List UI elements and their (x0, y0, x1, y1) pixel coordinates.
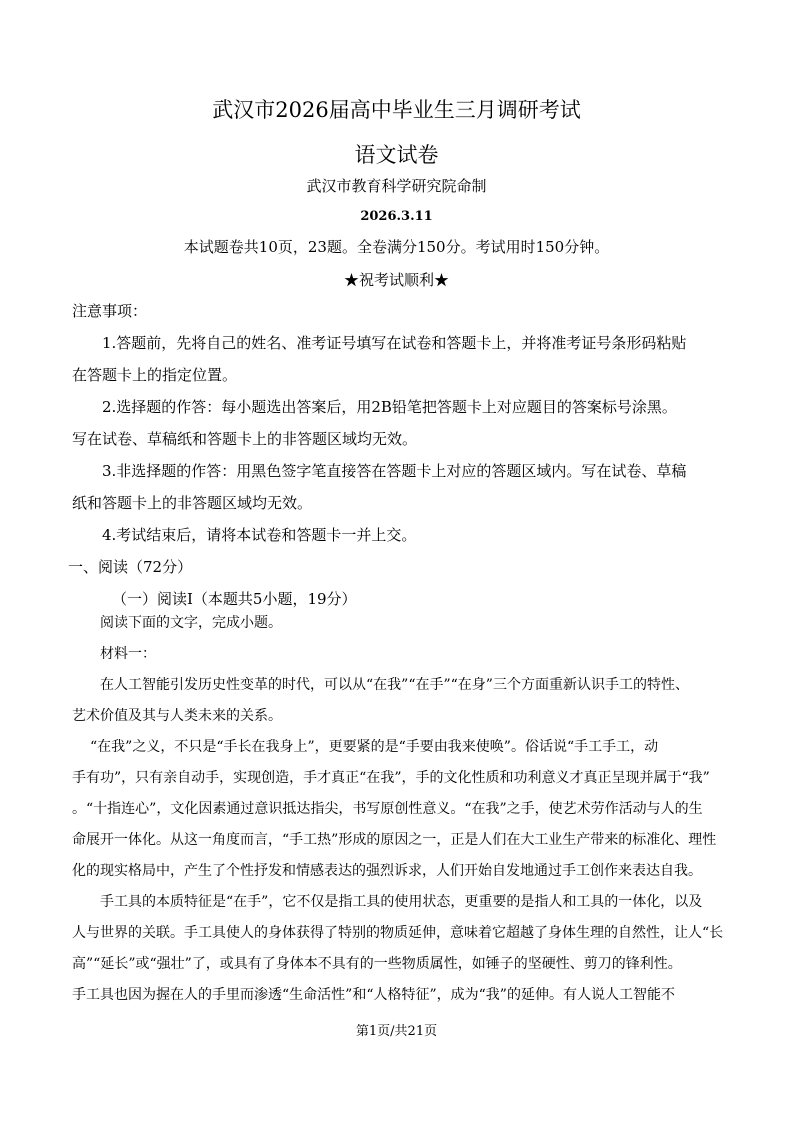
passage-p2-line-5: 化的现实格局中，产生了个性抒发和情感表达的强烈诉求，人们开始自发地通过手工创作来表达自我。 (72, 863, 702, 879)
section-heading: 一、阅读（72分） (68, 558, 193, 576)
page-number: 第1页/共21页 (355, 1024, 438, 1039)
passage-p3-line-2: 人与世界的关联。手工具使人的身体获得了特别的物质延伸，意味着它超越了身体生理的自然性，让人“长 (72, 925, 724, 941)
passage-p2-line-4: 命展开一体化。从这一角度而言，“手工热”形成的原因之一，正是人们在大工业生产带来的标准化、理性 (72, 832, 717, 848)
notes-heading: 注意事项： (72, 302, 148, 320)
material-label: 材料一： (100, 646, 156, 662)
passage-p1-line-2: 艺术价值及其与人类未来的关系。 (72, 708, 282, 724)
passage-p1-line-1: 在人工智能引发历史性变革的时代，可以从“在我”“在手”“在身”三个方面重新认识手工的特性、 (100, 677, 689, 693)
note-item-2-line-1: 2.选择题的作答：每小题选出答案后，用2B铅笔把答题卡上对应题目的答案标号涂黑。 (102, 398, 677, 416)
note-item-2-line-2: 写在试卷、草稿纸和答题卡上的非答题区域均无效。 (72, 430, 418, 448)
note-item-3-line-2: 纸和答题卡上的非答题区域均无效。 (72, 494, 313, 512)
exam-subtitle: 语文试卷 (354, 143, 439, 167)
notes-section (68, 295, 732, 615)
reading-passage (72, 608, 732, 1011)
exam-organizer: 武汉市教育科学研究院命制 (306, 177, 487, 195)
exam-info: 本试题卷共10页，23题。全卷满分150分。考试用时150分钟。 (183, 238, 610, 256)
note-item-1-line-2: 在答题卡上的指定位置。 (72, 366, 238, 384)
passage-p2-line-1: “在我”之义，不只是“手长在我身上”，更要紧的是“手要由我来使唤”。俗话说“手工手工，动 (90, 739, 659, 755)
reading-instruction: 阅读下面的文字，完成小题。 (100, 615, 282, 631)
exam-date: 2026.3.11 (360, 209, 433, 224)
passage-p3-line-4: 手工具也因为握在人的手里而渗透“生命活性”和“人格特征”，成为“我”的延伸。有人说人工智能不 (72, 987, 675, 1003)
exam-wish: ★祝考试顺利★ (343, 271, 449, 289)
passage-p3-line-3: 高”“延长”或“强壮”了，或具有了身体本不具有的一些物质属性，如锤子的坚硬性、剪刀的锋利性。 (72, 956, 682, 972)
exam-title: 武汉市2026届高中毕业生三月调研考试 (212, 98, 581, 122)
passage-p3-line-1: 手工具的本质特征是“在手”，它不仅是指工具的使用状态，更重要的是指人和工具的一体化，以及 (100, 894, 703, 910)
passage-p2-line-3: 。“十指连心”，文化因素通过意识抵达指尖，书写原创性意义。“在我”之手，使艺术劳作活动与人的生 (72, 801, 703, 817)
sub-section-heading: （一）阅读Ⅰ（本题共5小题，19分） (112, 590, 357, 608)
passage-p2-line-2: 手有功”，只有亲自动手，实现创造，手才真正“在我”，手的文化性质和功利意义才真正呈现并属于“我” (72, 770, 710, 786)
note-item-3-line-1: 3.非选择题的作答：用黑色签字笔直接答在答题卡上对应的答题区域内。写在试卷、草稿 (102, 462, 687, 480)
note-item-1-line-1: 1.答题前，先将自己的姓名、准考证号填写在试卷和答题卡上，并将准考证号条形码粘贴 (102, 334, 687, 352)
note-item-4: 4.考试结束后，请将本试卷和答题卡一并上交。 (102, 526, 417, 544)
